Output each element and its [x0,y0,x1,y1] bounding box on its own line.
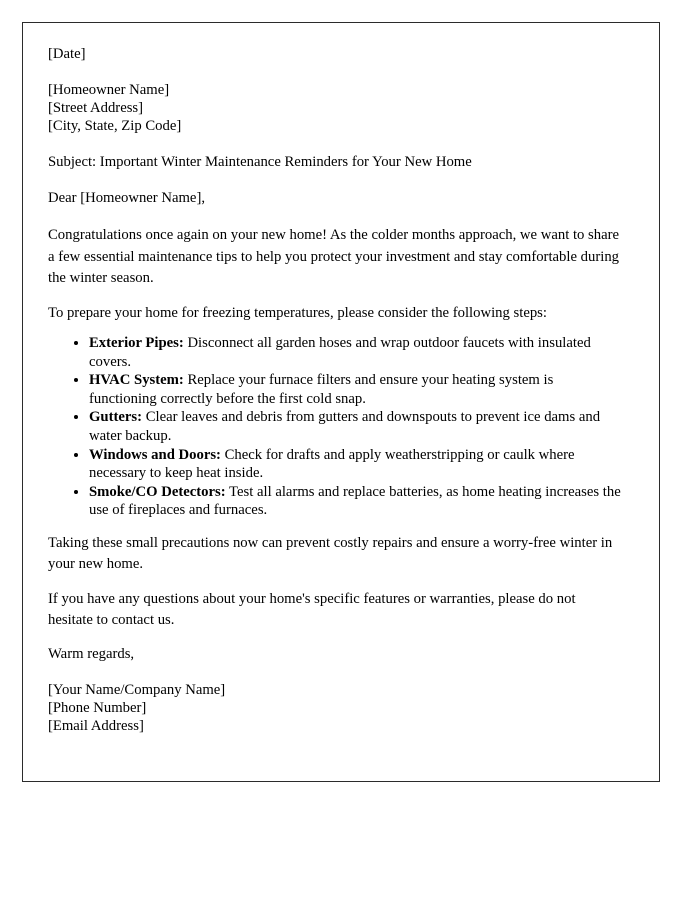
spacer [48,576,623,589]
spacer [48,135,623,153]
tip-lead-label: Windows and Doors: [89,446,221,463]
signature-name: [Your Name/Company Name] [48,681,226,698]
list-item [89,371,623,408]
closing-paragraph-2: If you have any questions about your home's specific features or warranties, please do not hesitate to contact us. [48,590,576,629]
recipient-name: [Homeowner Name] [48,82,170,98]
sign-off: Warm regards, [48,645,135,662]
tip-text: Test all alarms and replace batteries, as home heating increases the use of fireplaces and furnaces. [89,483,621,519]
signature-phone: [Phone Number] [48,699,147,716]
spacer [48,171,623,189]
spacer [48,632,623,645]
letter-page [22,22,660,782]
intro-paragraph: Congratulations once again on your new home! As the colder months approach, we want to share a few essential maintenance tips to help you protect your investment and stay comfortable during the winter season. [48,227,620,286]
spacer [48,290,623,303]
subject-line: Subject: Important Winter Maintenance Reminders for Your New Home [48,154,472,170]
date-line: [Date] [48,46,86,62]
tip-lead-label: Smoke/CO Detectors: [89,483,226,500]
tip-text: Check for drafts and apply weatherstripping or caulk where necessary to keep heat inside. [89,446,575,482]
tip-text: Replace your furnace filters and ensure your heating system is functioning correctly before the first cold snap. [89,372,554,407]
list-item [89,446,623,483]
maintenance-tips-list [48,334,623,520]
signature-block [48,681,623,735]
list-item [89,483,623,520]
spacer [48,207,623,225]
tip-text: Clear leaves and debris from gutters and downspouts to prevent ice dams and water backup. [89,409,601,444]
spacer [48,663,623,681]
spacer [48,520,623,533]
signature-email: [Email Address] [48,717,144,734]
tip-lead-label: HVAC System: [89,372,184,389]
recipient-address-block [48,81,623,135]
spacer [48,324,623,334]
letter-content [48,45,623,735]
tip-text: Disconnect all garden hoses and wrap outdoor faucets with insulated covers. [89,335,591,370]
spacer [48,63,623,81]
tip-lead-label: Gutters: [89,409,143,426]
recipient-street: [Street Address] [48,100,144,116]
list-item [89,334,623,371]
list-intro-paragraph: To prepare your home for freezing temperatures, please consider the following steps: [48,304,547,321]
tip-lead-label: Exterior Pipes: [89,335,184,351]
list-item [89,408,623,445]
salutation: Dear [Homeowner Name], [48,190,206,206]
closing-paragraph-1: Taking these small precautions now can prevent costly repairs and ensure a worry-free winter in your new home. [48,534,613,573]
recipient-city-state-zip: [City, State, Zip Code] [48,118,182,134]
